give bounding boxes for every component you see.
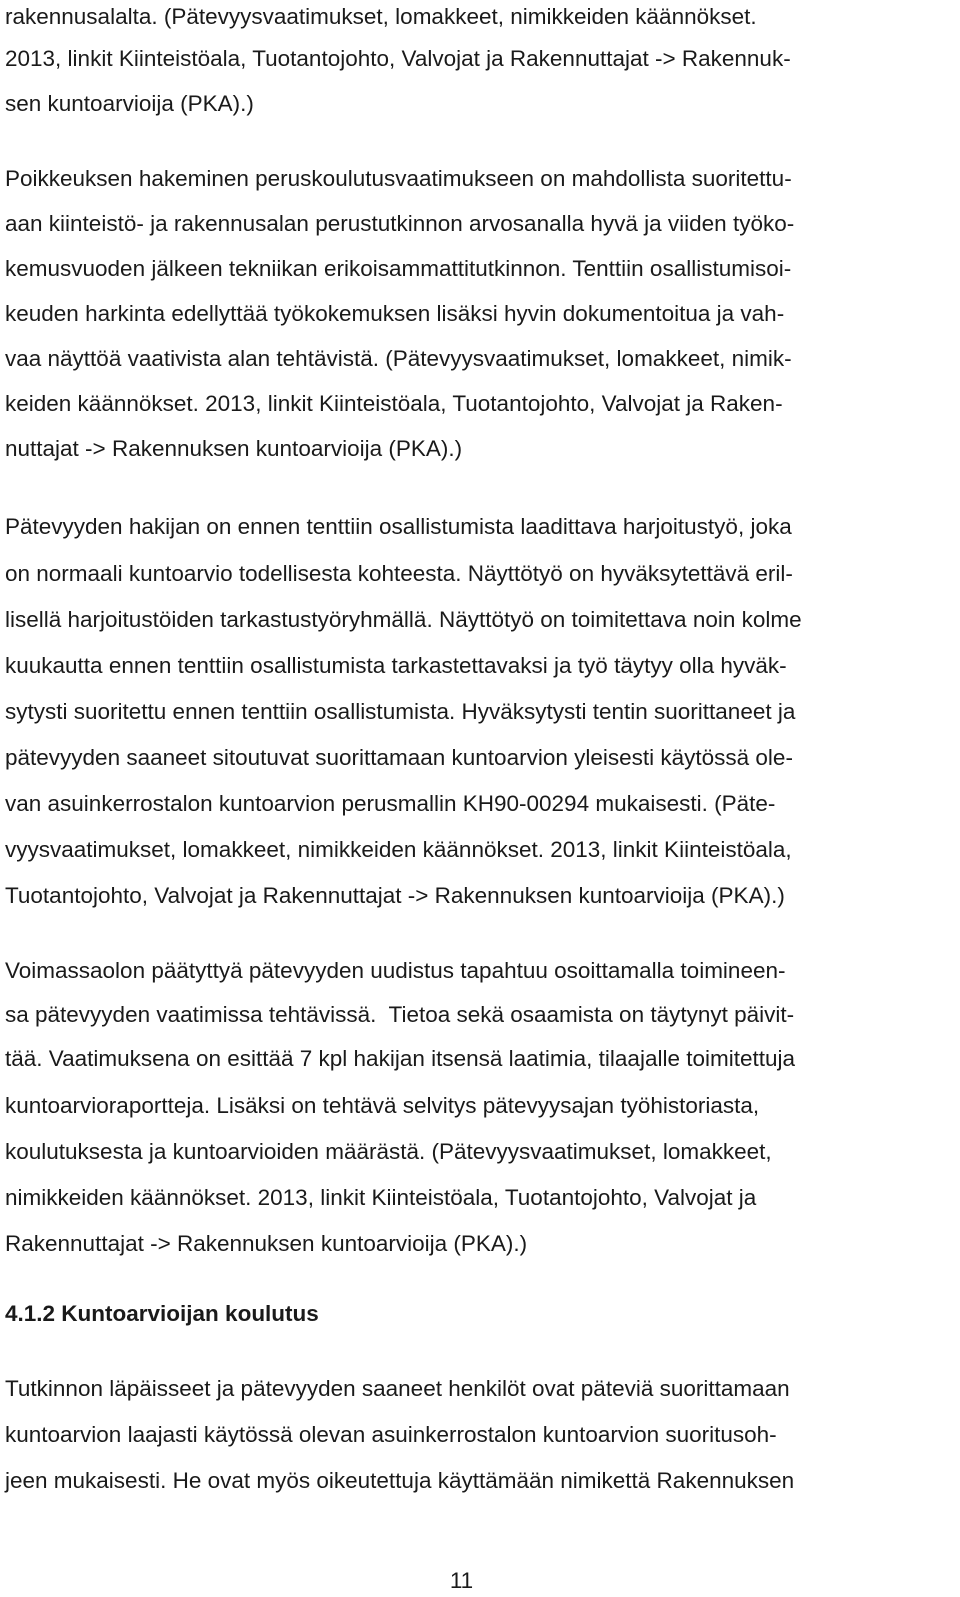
text-line: jeen mukaisesti. He ovat myös oikeutettuja käyttämään nimikettä Rakennuksen	[5, 1468, 795, 1493]
text-line: nimikkeiden käännökset. 2013, linkit Kiinteistöala, Tuotantojohto, Valvojat ja	[5, 1185, 757, 1210]
text-line: Pätevyyden hakijan on ennen tenttiin osallistumista laadittava harjoitustyö, joka	[5, 514, 792, 539]
text-line: aan kiinteistö- ja rakennusalan perustutkinnon arvosanalla hyvä ja viiden työko-	[5, 211, 795, 236]
text-line: pätevyyden saaneet sitoutuvat suorittamaan kuntoarvion yleisesti käytössä ole-	[5, 745, 793, 770]
text-line: Tuotantojohto, Valvojat ja Rakennuttajat -> Rakennuksen kuntoarvioija (PKA).)	[5, 883, 785, 908]
text-line: kemusvuoden jälkeen tekniikan erikoisammattitutkinnon. Tenttiin osallistumisoi-	[5, 256, 792, 281]
text-line: Poikkeuksen hakeminen peruskoulutusvaatimukseen on mahdollista suoritettu-	[5, 166, 792, 191]
text-line: van asuinkerrostalon kuntoarvion perusmallin KH90-00294 mukaisesti. (Päte-	[5, 791, 776, 816]
section-heading: 4.1.2 Kuntoarvioijan koulutus	[5, 1301, 319, 1326]
text-line: Voimassaolon päätyttyä pätevyyden uudistus tapahtuu osoittamalla toimineen-	[5, 958, 786, 983]
text-line: kuukautta ennen tenttiin osallistumista tarkastettavaksi ja työ täytyy olla hyväk-	[5, 653, 787, 678]
text-line: tää. Vaatimuksena on esittää 7 kpl hakijan itsensä laatimia, tilaajalle toimitettuja	[5, 1046, 796, 1071]
text-line: Tutkinnon läpäisseet ja pätevyyden saaneet henkilöt ovat päteviä suorittamaan	[5, 1376, 790, 1401]
text-line: kuntoarvion laajasti käytössä olevan asuinkerrostalon kuntoarvion suoritusoh-	[5, 1422, 777, 1447]
text-line: sytysti suoritettu ennen tenttiin osallistumista. Hyväksytysti tentin suorittaneet ja	[5, 699, 796, 724]
text-line: vaa näyttöä vaativista alan tehtävistä. (Pätevyysvaatimukset, lomakkeet, nimik-	[5, 346, 792, 371]
text-line: Rakennuttajat -> Rakennuksen kuntoarvioija (PKA).)	[5, 1231, 528, 1256]
text-line: nuttajat -> Rakennuksen kuntoarvioija (PKA).)	[5, 436, 463, 461]
text-line: koulutuksesta ja kuntoarvioiden määrästä. (Pätevyysvaatimukset, lomakkeet,	[5, 1139, 772, 1164]
page-number: 11	[449, 1568, 474, 1593]
text-line: sen kuntoarvioija (PKA).)	[5, 91, 254, 116]
text-line: lisellä harjoitustöiden tarkastustyöryhmällä. Näyttötyö on toimitettava noin kolme	[5, 607, 802, 632]
text-line: on normaali kuntoarvio todellisesta kohteesta. Näyttötyö on hyväksytettävä eril-	[5, 561, 793, 586]
text-line: kuntoarvioraportteja. Lisäksi on tehtävä selvitys pätevyysajan työhistoriasta,	[5, 1093, 760, 1118]
text-line: sa pätevyyden vaatimissa tehtävissä. Tietoa sekä osaamista on täytynyt päivit-	[5, 1002, 795, 1027]
text-line: rakennusalalta. (Pätevyysvaatimukset, lomakkeet, nimikkeiden käännökset.	[5, 4, 757, 29]
text-line: keiden käännökset. 2013, linkit Kiinteistöala, Tuotantojohto, Valvojat ja Raken-	[5, 391, 783, 416]
text-line: 2013, linkit Kiinteistöala, Tuotantojohto, Valvojat ja Rakennuttajat -> Rakennuk-	[5, 46, 791, 71]
text-line: keuden harkinta edellyttää työkokemuksen lisäksi hyvin dokumentoitua ja vah-	[5, 301, 785, 326]
text-line: vyysvaatimukset, lomakkeet, nimikkeiden käännökset. 2013, linkit Kiinteistöala,	[5, 837, 792, 862]
